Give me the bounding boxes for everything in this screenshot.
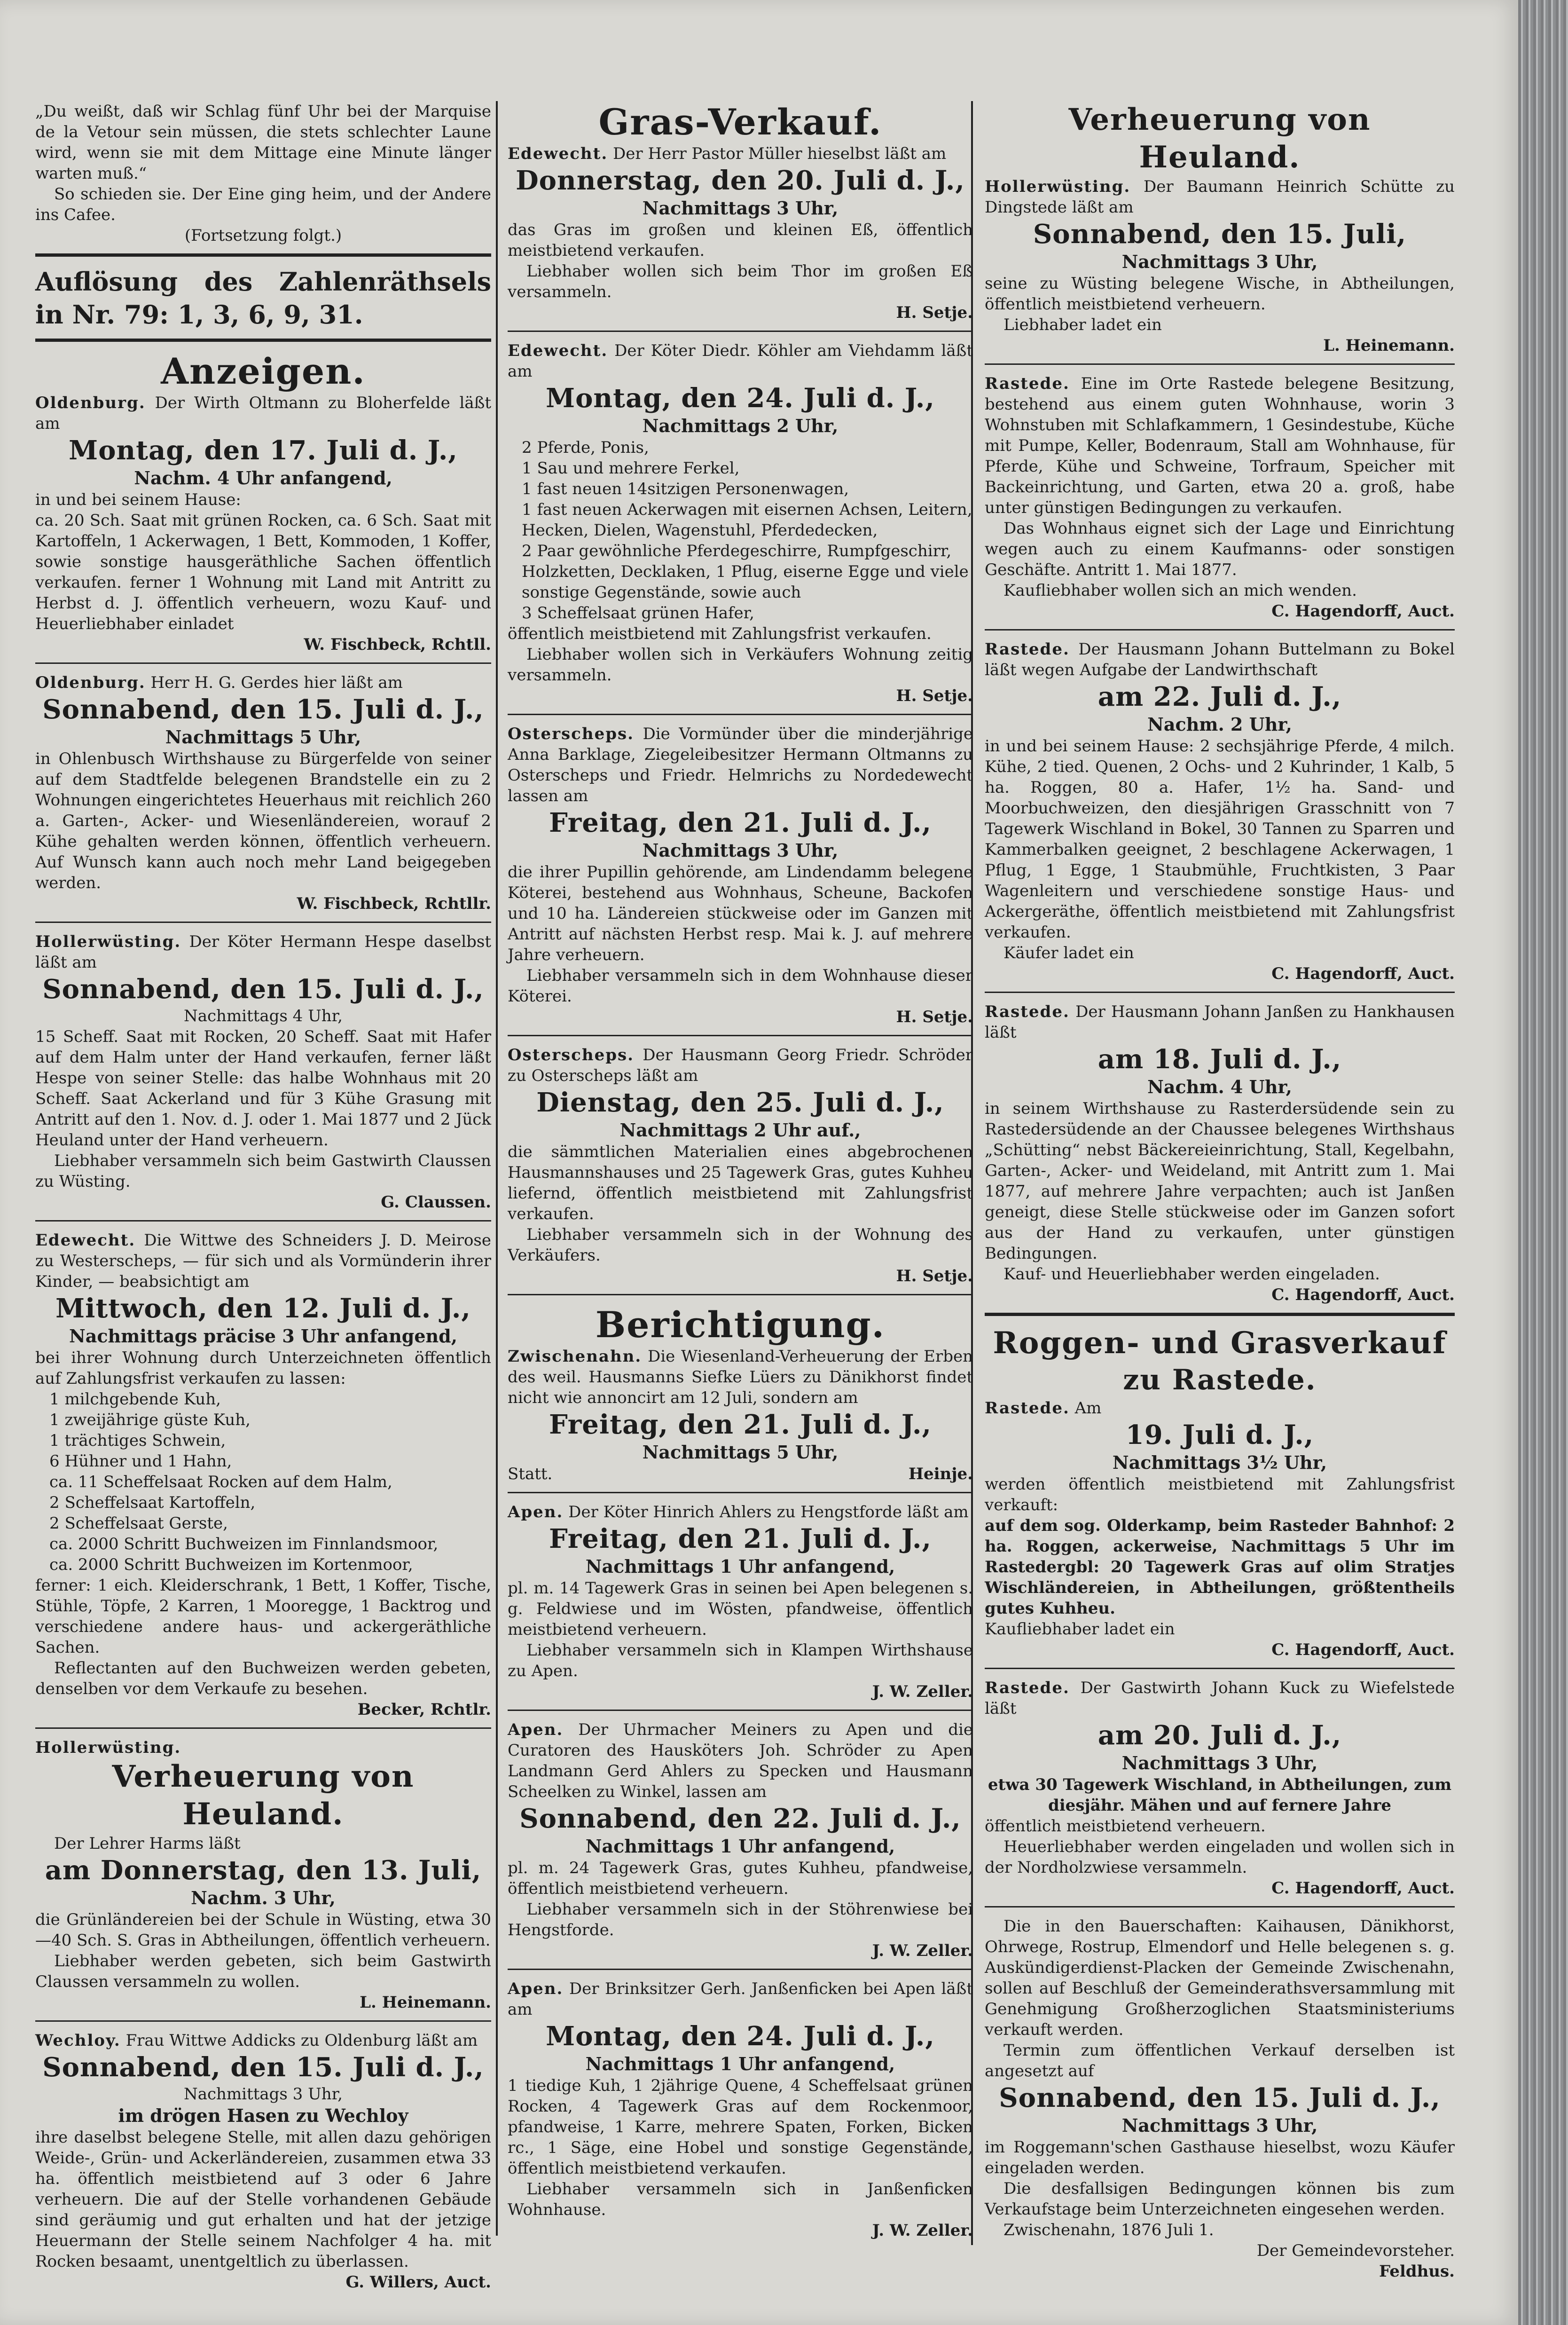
ad-signature: J. W. Zeller. — [872, 2221, 973, 2240]
ad-place: Hollerwüsting. — [985, 177, 1131, 196]
item-list — [35, 1389, 491, 1575]
ad-signature: G. Claussen. — [381, 1193, 491, 1212]
ad-text: Statt. — [508, 1465, 553, 1483]
list-item: 1 milchgebende Kuh, — [49, 1390, 221, 1409]
divider — [985, 1668, 1455, 1669]
ad-body: das Gras im großen und kleinen Eß, öffentlich meistbietend verkaufen. — [508, 221, 973, 260]
ad-signature: C. Hagendorff, Auct. — [1271, 1640, 1455, 1659]
list-item: 1 Sau und mehrere Ferkel, — [522, 459, 740, 478]
ad-body: die Grünländereien bei der Schule in Wüsting, etwa 30—40 Sch. S. Gras in Abtheilungen, öffentlich verheuern. — [35, 1910, 491, 1950]
item-list — [508, 437, 973, 623]
ad-heading: Verheuerung von Heuland. — [112, 1759, 415, 1832]
ad-time: Nachmittags 1 Uhr anfangend, — [585, 1556, 895, 1577]
ad-date: 19. Juli d. J., — [1125, 1419, 1314, 1450]
section-heading-anzeigen: Anzeigen. — [161, 350, 366, 392]
ad-heading: Verheuerung von Heuland. — [1068, 102, 1371, 175]
advertisement — [985, 373, 1455, 622]
ad-date: Dienstag, den 25. Juli d. J., — [536, 1087, 944, 1118]
ad-body: pl. m. 14 Tagewerk Gras in seinen bei Apen belegenen s. g. Feldwiese und im Wösten, pfandweise, öffentlich meistbietend verheuern. — [508, 1579, 973, 1639]
ad-signature: L. Heinemann. — [1323, 336, 1455, 355]
ad-time: Nachmittags 5 Uhr, — [642, 1442, 839, 1463]
ad-time: Nachmittags 3 Uhr, — [642, 840, 839, 861]
divider — [985, 363, 1455, 365]
advertisement — [985, 1324, 1455, 1660]
ad-text: Der Köter Diedr. Köhler am Viehdamm läßt am — [508, 341, 973, 381]
ad-place: Rastede. — [985, 374, 1070, 393]
ad-date: Sonnabend, den 15. Juli d. J., — [42, 694, 484, 725]
ad-heading: Berichtigung. — [595, 1304, 886, 1346]
ad-text: Der Köter Hermann Hespe daselbst läßt am — [35, 932, 491, 972]
ad-body: öffentlich meistbietend mit Zahlungsfrist verkaufen. — [508, 624, 932, 643]
ad-body: Heuerliebhaber werden eingeladen und wollen sich in der Nordholzwiese versammeln. — [985, 1837, 1455, 1877]
ad-date: Sonnabend, den 15. Juli, — [1033, 219, 1407, 250]
column-divider — [496, 101, 498, 2236]
ad-date: Sonnabend, den 15. Juli d. J., — [42, 2052, 484, 2083]
ad-text: Die Wittwe des Schneiders J. D. Meirose zu Westerscheps, — für sich und als Vormünderin ihrer Kinder, — beabsichtigt am — [35, 1231, 491, 1291]
riddle-solution: Auflösung des Zahlenräthsels in Nr. 79: 1, 3, 6, 9, 31. — [35, 267, 491, 330]
advertisement — [508, 1045, 973, 1286]
ad-place: Apen. — [508, 1720, 564, 1739]
ad-body: Liebhaber wollen sich beim Thor im großen Eß versammeln. — [508, 262, 973, 301]
ad-text: Der Köter Hinrich Ahlers zu Hengstforde läßt am — [568, 1503, 969, 1521]
list-item: 1 zweijährige güste Kuh, — [49, 1411, 251, 1429]
ad-place: Edewecht. — [508, 144, 608, 163]
ad-signature: J. W. Zeller. — [872, 1941, 973, 1960]
ad-time: Nachmittags 3½ Uhr, — [1112, 1452, 1327, 1473]
ad-signature: C. Hagendorff, Auct. — [1271, 1285, 1455, 1304]
list-item: ca. 2000 Schritt Buchweizen im Finnlandsmoor, — [49, 1535, 439, 1553]
story-continuation: (Fortsetzung folgt.) — [184, 226, 342, 245]
advertisement — [35, 2030, 491, 2293]
ad-body: Liebhaber versammeln sich beim Gastwirth Claussen zu Wüsting. — [35, 1151, 491, 1191]
column-1 — [35, 101, 491, 2297]
ad-body: ihre daselbst belegene Stelle, mit allen dazu gehörigen Weide-, Grün- und Ackerländereien, zusammen etwa 33 ha. öffentlich meistbietend auf 3 oder 6 Jahre verheuern. Die auf der Stelle vorhandenen Gebäude sind geräumig und gut erhalten und hat der jetzige Heuermann der Stelle seinem Nachfolger 4 ha. mit Rocken besaamt, unentgeltlich zu überlassen. — [35, 2128, 491, 2271]
divider — [508, 331, 973, 332]
ad-body: 15 Scheff. Saat mit Rocken, 20 Scheff. Saat mit Hafer auf dem Halm unter der Hand verkaufen, ferner läßt Hespe von seiner Stelle: das halbe Wohnhaus mit 20 Scheff. Saat Ackerland und für 3 Kühe Grasung mit Antritt auf den 1. Nov. d. J. oder 1. Mai 1877 und 2 Jück Heuland unter der Hand verheuern. — [35, 1027, 491, 1150]
ad-time: Nachm. 4 Uhr, — [1147, 1076, 1292, 1097]
ad-date: Montag, den 17. Juli d. J., — [69, 435, 458, 466]
divider — [508, 1710, 973, 1711]
ad-place: Rastede. — [985, 640, 1070, 659]
divider — [508, 1294, 973, 1295]
advertisement — [35, 393, 491, 655]
ad-body: Liebhaber versammeln sich in Janßenficken Wohnhause. — [508, 2180, 973, 2219]
ad-date: Sonnabend, den 22. Juli d. J., — [519, 1803, 961, 1834]
ad-signature: C. Hagendorff, Auct. — [1271, 1879, 1455, 1898]
ad-time: Nachmittags 3 Uhr, — [1121, 2115, 1318, 2136]
ad-text: bei ihrer Wohnung durch Unterzeichneten öffentlich auf Zahlungsfrist verkaufen zu lassen: — [35, 1348, 491, 1388]
list-item: 6 Hühner und 1 Hahn, — [49, 1452, 232, 1471]
ad-place: Oldenburg. — [35, 394, 146, 412]
ad-place: Rastede. — [985, 1399, 1070, 1418]
ad-body: in und bei seinem Hause: 2 sechsjährige Pferde, 4 milch. Kühe, 2 tied. Quenen, 2 Ochs- und 2 Kuhrinder, 1 Kalb, 5 ha. Roggen, 80 a. Hafer, 1½ ha. Sand- und Moorbuchweizen, den diesjährigen Grasschnitt von 7 Tagewerk Wischland in Bokel, 30 Tannen zu Sparren und Kammerbalken geeignet, 2 beschlagene Ackerwagen, 1 Pflug, 1 Egge, 1 Staubmühle, Fruchtkisten, 3 Paar Wagenleitern und verschiedene sonstige Haus- und Ackergeräthe, öffentlich meistbietend mit Zahlungsfrist verkaufen. — [985, 737, 1455, 942]
ad-body: Käufer ladet ein — [1004, 944, 1134, 962]
ad-time: Nachm. 3 Uhr, — [191, 1887, 336, 1908]
list-item: 3 Scheffelsaat grünen Hafer, — [522, 604, 754, 623]
ad-signature: Becker, Rchtlr. — [357, 1700, 491, 1719]
advertisement — [35, 1230, 491, 1720]
ad-text: Die Vormünder über die minderjährige Anna Barklage, Ziegeleibesitzer Hermann Oltmanns zu Osterscheps und Friedr. Helmrichs zu Nordedewecht lassen am — [508, 725, 973, 805]
divider — [35, 1727, 491, 1729]
ad-text: Der Hausmann Johann Buttelmann zu Bokel läßt wegen Aufgabe der Landwirthschaft — [985, 640, 1455, 679]
ad-time: Nachmittags 3 Uhr, — [1121, 251, 1318, 272]
ad-text: Der Brinksitzer Gerh. Janßenficken bei Apen läßt am — [508, 1979, 973, 2019]
advertisement — [508, 101, 973, 323]
ad-time: Nachmittags 1 Uhr anfangend, — [585, 1836, 895, 1857]
ad-place: Rastede. — [985, 1679, 1070, 1697]
ad-date: am Donnerstag, den 13. Juli, — [45, 1855, 482, 1886]
divider — [35, 1220, 491, 1222]
ad-signature: G. Willers, Auct. — [345, 2273, 491, 2292]
advertisement — [985, 639, 1455, 984]
ad-time: Nachm. 2 Uhr, — [1147, 714, 1292, 735]
column-3 — [985, 101, 1455, 2286]
ad-time: Nachmittags 2 Uhr, — [642, 415, 839, 436]
advertisement — [985, 101, 1455, 356]
ad-signature: L. Heinemann. — [360, 1993, 491, 2012]
ad-signature: W. Fischbeck, Rchtllr. — [297, 894, 491, 913]
ad-heading: Gras-Verkauf. — [598, 101, 882, 143]
advertisement — [508, 1719, 973, 1961]
ad-body: Liebhaber versammeln sich in dem Wohnhause dieser Köterei. — [508, 966, 973, 1006]
ad-text: in und bei seinem Hause: — [35, 490, 241, 509]
ad-heading: zu Rastede. — [1123, 1363, 1317, 1396]
divider — [35, 662, 491, 664]
ad-body: in seinem Wirthshause zu Rasterdersüdende sein zu Rastedersüdende an der Chaussee belegenes Wirthshaus „Schütting“ nebst Bäckereieinrichtung, Stall, Kegelbahn, Garten-, Acker- und Weideland, mit Antritt zum 1. Mai 1877, auf mehrere Jahre verpachten; auch ist Janßen geneigt, diese Stelle stückweise oder im Ganzen sofort aus der Hand zu verkaufen, unter günstigen Bedingungen. — [985, 1099, 1455, 1263]
divider — [508, 714, 973, 715]
list-item: 1 trächtiges Schwein, — [49, 1431, 226, 1450]
ad-role: Der Gemeindevorsteher. — [1256, 2241, 1455, 2260]
ad-date: Montag, den 24. Juli d. J., — [546, 383, 935, 414]
divider — [985, 629, 1455, 631]
list-item: 1 fast neuen Ackerwagen mit eisernen Achsen, Leitern, Hecken, Dielen, Wagenstuhl, Pferdedecken, — [522, 500, 972, 540]
story-paragraph: „Du weißt, daß wir Schlag fünf Uhr bei der Marquise de la Vetour sein müssen, die stets schlechter Laune wird, wenn sie mit dem Mittage eine Minute länger warten muß.“ — [35, 102, 491, 183]
ad-time: Nachmittags präcise 3 Uhr anfangend, — [69, 1325, 457, 1347]
ad-body: die sämmtlichen Materialien eines abgebrochenen Hausmannshauses und 25 Tagewerk Gras, gutes Kuhheu liefernd, öffentlich meistbietend mit Zahlungsfrist verkaufen. — [508, 1143, 973, 1223]
advertisement — [508, 1502, 973, 1702]
ad-body: etwa 30 Tagewerk Wischland, in Abtheilungen, zum diesjähr. Mähen und auf fernere Jahre — [988, 1775, 1452, 1815]
divider — [985, 1313, 1455, 1316]
ad-body: öffentlich meistbietend verheuern. — [985, 1817, 1266, 1836]
ad-time: Nachmittags 3 Uhr, — [1121, 1752, 1318, 1773]
ad-body: seine zu Wüsting belegene Wische, in Abtheilungen, öffentlich meistbietend verheuern. — [985, 274, 1455, 314]
ad-body: Reflectanten auf den Buchweizen werden gebeten, denselben vor dem Verkaufe zu besehen. — [35, 1659, 491, 1698]
ad-time: Nachmittags 2 Uhr auf., — [619, 1119, 861, 1141]
ad-place: Osterscheps. — [508, 1046, 634, 1064]
ad-text: Am — [1074, 1399, 1102, 1418]
ad-place: Oldenburg. — [35, 673, 146, 692]
ad-body: Liebhaber ladet ein — [1004, 315, 1162, 334]
ad-signature: C. Hagendorff, Auct. — [1271, 964, 1455, 983]
ad-text: Der Wirth Oltmann zu Bloherfelde läßt am — [35, 394, 491, 433]
ad-body: pl. m. 24 Tagewerk Gras, gutes Kuhheu, pfandweise, öffentlich meistbietend verheuern. — [508, 1859, 973, 1898]
ad-signature: H. Setje. — [896, 303, 973, 322]
ad-body: Die in den Bauerschaften: Kaihausen, Dänikhorst, Ohrwege, Rostrup, Elmendorf und Helle belegenen s. g. Auskündigerdienst-Placken der Gemeinde Zwischenahn, sollen auf Beschluß der Gemeinderathsversammlung mit Genehmigung Großherzoglichen Staatsministeriums verkauft werden. — [985, 1917, 1455, 2039]
advertisement — [35, 672, 491, 914]
list-item: 2 Scheffelsaat Kartoffeln, — [49, 1493, 256, 1512]
ad-date: am 18. Juli d. J., — [1098, 1044, 1342, 1075]
divider — [35, 253, 491, 257]
ad-date: am 22. Juli d. J., — [1098, 681, 1342, 712]
ad-date: Montag, den 24. Juli d. J., — [546, 2021, 935, 2052]
divider — [35, 339, 491, 342]
advertisement — [508, 1304, 973, 1484]
ad-date: Donnerstag, den 20. Juli d. J., — [516, 165, 965, 196]
divider — [985, 992, 1455, 993]
divider — [35, 2020, 491, 2022]
ad-date: Sonnabend, den 15. Juli d. J., — [999, 2082, 1441, 2113]
ad-time: Nachmittags 1 Uhr anfangend, — [585, 2053, 895, 2074]
advertisement — [508, 340, 973, 706]
ad-text: Frau Wittwe Addicks zu Oldenburg läßt am — [125, 2031, 478, 2050]
ad-text: Der Baumann Heinrich Schütte zu Dingstede läßt am — [985, 177, 1455, 217]
list-item: 2 Scheffelsaat Gerste, — [49, 1514, 228, 1533]
story-paragraph: So schieden sie. Der Eine ging heim, und der Andere ins Cafee. — [35, 185, 491, 224]
ad-place: Edewecht. — [508, 341, 608, 360]
ad-body: Liebhaber wollen sich in Verkäufers Wohnung zeitig versammeln. — [508, 645, 973, 685]
ad-text: Die Wiesenland-Verheuerung der Erben des weil. Hausmanns Siefke Lüers zu Dänikhorst findet nicht wie annoncirt am 12 Juli, sondern am — [508, 1347, 973, 1407]
ad-place: Osterscheps. — [508, 725, 634, 743]
ad-date: Freitag, den 21. Juli d. J., — [549, 807, 932, 838]
list-item: 2 Pferde, Ponis, — [522, 438, 649, 457]
divider — [508, 1035, 973, 1036]
ad-body: Kaufliebhaber ladet ein — [985, 1620, 1175, 1639]
list-item: 1 fast neuen 14sitzigen Personenwagen, — [522, 480, 849, 498]
ad-time: Nachm. 4 Uhr anfangend, — [134, 467, 392, 489]
advertisement — [985, 1678, 1455, 1899]
ad-body: 1 tiedige Kuh, 1 2jährige Quene, 4 Scheffelsaat grünen Rocken, 4 Tagewerk Gras auf dem Rockenmoor, pfandweise, 1 Karre, mehrere Spaten, Forken, Bicken rc., 1 Säge, eine Hobel und sonstige Gegenstände, öffentlich meistbietend verkaufen. — [508, 2076, 973, 2178]
story-ending — [35, 101, 491, 246]
ad-signature: H. Setje. — [896, 1008, 973, 1026]
ad-place: Hollerwüsting. — [35, 932, 181, 951]
ad-text: Der Uhrmacher Meiners zu Apen und die Curatoren des Hausköters Joh. Schröder zu Apen Landmann Gerd Ahlers zu Specken und Hausmann Scheelken zu Winkel, lassen am — [508, 1720, 973, 1801]
list-item: 2 Paar gewöhnliche Pferdegeschirre, Rumpfgeschirr, Holzketten, Decklaken, 1 Pflug, eiserne Egge und viele sonstige Gegenstände, sowie auch — [522, 542, 969, 602]
ad-text: Der Hausmann Georg Friedr. Schröder zu Osterscheps läßt am — [508, 1046, 973, 1085]
ad-date: am 20. Juli d. J., — [1098, 1720, 1342, 1751]
ad-signature: Feldhus. — [1379, 2262, 1455, 2281]
ad-place: Zwischenahn. — [508, 1347, 642, 1366]
ad-signature: H. Setje. — [896, 686, 973, 705]
ad-body: Liebhaber versammeln sich in der Stöhrenwiese bei Hengstforde. — [508, 1900, 973, 1939]
ad-body: ca. 20 Sch. Saat mit grünen Rocken, ca. 6 Sch. Saat mit Kartoffeln, 1 Ackerwagen, 1 Bett, Kommoden, 1 Koffer, sowie sonstige hausgeräthliche Sachen öffentlich verkaufen. ferner 1 Wohnung mit Land mit Antritt zu Herbst d. J. öffentlich verheuern, wozu Kauf- und Heuerliebhaber einladet — [35, 511, 491, 633]
ad-text: Der Lehrer Harms läßt — [54, 1834, 241, 1853]
divider — [35, 922, 491, 923]
ad-signature: J. W. Zeller. — [872, 1682, 973, 1701]
ad-heading: Roggen- und Grasverkauf — [993, 1325, 1447, 1361]
ad-body: werden öffentlich meistbietend mit Zahlungsfrist verkauft: — [985, 1475, 1455, 1514]
divider — [985, 1906, 1455, 1907]
ad-text: Herr H. G. Gerdes hier läßt am — [150, 673, 403, 692]
ad-date: Mittwoch, den 12. Juli d. J., — [55, 1293, 471, 1324]
advertisement — [985, 1916, 1455, 2282]
ad-body: Liebhaber versammeln sich in der Wohnung des Verkäufers. — [508, 1225, 973, 1265]
ad-place: Apen. — [508, 1979, 564, 1998]
ad-body: Die desfallsigen Bedingungen können bis zum Verkaufstage beim Unterzeichneten eingesehen werden. — [985, 2179, 1455, 2219]
ad-signature: C. Hagendorff, Auct. — [1271, 602, 1455, 621]
ad-date: Sonnabend, den 15. Juli d. J., — [42, 974, 484, 1005]
ad-location: im drögen Hasen zu Wechloy — [118, 2105, 408, 2126]
ad-signature: H. Setje. — [896, 1267, 973, 1285]
ad-text: Der Herr Pastor Müller hieselbst läßt am — [613, 144, 947, 163]
advertisement — [508, 1978, 973, 2241]
list-item: ca. 2000 Schritt Buchweizen im Kortenmoor, — [49, 1555, 413, 1574]
advertisement — [35, 1737, 491, 2013]
ad-time: Nachmittags 3 Uhr, — [183, 2085, 343, 2104]
advertisement — [985, 1001, 1455, 1305]
column-2 — [508, 101, 973, 2246]
ad-dateline: Zwischenahn, 1876 Juli 1. — [1004, 2221, 1214, 2239]
ad-date: Freitag, den 21. Juli d. J., — [549, 1523, 932, 1554]
ad-signature: Heinje. — [908, 1465, 973, 1483]
book-spine — [1518, 0, 1568, 2325]
divider — [508, 1492, 973, 1493]
ad-body: Liebhaber werden gebeten, sich beim Gastwirth Claussen versammeln zu wollen. — [35, 1952, 491, 1991]
ad-body: auf dem sog. Olderkamp, beim Rasteder Bahnhof: 2 ha. Roggen, ackerweise, Nachmittags 5 Uhr im Rastedergbl: 20 Tagewerk Gras auf olim Stratjes Wischländereien, in Abtheilungen, größtentheils gutes Kuhheu. — [985, 1516, 1455, 1618]
ad-place: Edewecht. — [35, 1231, 136, 1250]
ad-body: Das Wohnhaus eignet sich der Lage und Einrichtung wegen auch zu einem Kaufmanns- oder sonstigen Geschäfte. Antritt 1. Mai 1877. — [985, 519, 1455, 579]
ad-text: Der Gastwirth Johann Kuck zu Wiefelstede läßt — [985, 1679, 1455, 1718]
ad-body: in Ohlenbusch Wirthshause zu Bürgerfelde von seiner auf dem Stadtfelde belegenen Brandstelle ein zu 2 Wohnungen eingerichtetes Heuerhaus mit reichlich 260 a. Garten-, Acker- und Wiesenländereien, worauf 2 Kühe gehalten werden können, öffentlich verheuern. Auf Wunsch kann auch noch mehr Land beigegeben werden. — [35, 749, 491, 892]
ad-place: Rastede. — [985, 1002, 1070, 1021]
ad-place: Wechloy. — [35, 2031, 121, 2050]
list-item: ca. 11 Scheffelsaat Rocken auf dem Halm, — [49, 1473, 392, 1491]
ad-body: im Roggemann'schen Gasthause hieselbst, wozu Käufer eingeladen werden. — [985, 2138, 1455, 2177]
advertisement — [35, 931, 491, 1213]
ad-footer — [508, 1464, 973, 1484]
ad-body: ferner: 1 eich. Kleiderschrank, 1 Bett, 1 Koffer, Tische, Stühle, Töpfe, 2 Karren, 1 Mooregge, 1 Backtrog und verschiedene andere haus- und ackergeräthliche Sachen. — [35, 1576, 491, 1657]
ad-place: Hollerwüsting. — [35, 1738, 181, 1757]
ad-text: Der Hausmann Johann Janßen zu Hankhausen läßt — [985, 1002, 1455, 1042]
ad-body: Liebhaber versammeln sich in Klampen Wirthshause zu Apen. — [508, 1641, 973, 1680]
divider — [508, 1969, 973, 1970]
ad-time: Nachmittags 4 Uhr, — [183, 1007, 343, 1025]
ad-signature: W. Fischbeck, Rchtll. — [304, 635, 491, 654]
ad-body: Kaufliebhaber wollen sich an mich wenden. — [1004, 581, 1357, 600]
ad-body: Termin zum öffentlichen Verkauf derselben ist angesetzt auf — [985, 2041, 1455, 2081]
ad-time: Nachmittags 5 Uhr, — [165, 726, 361, 748]
ad-place: Apen. — [508, 1503, 564, 1521]
ad-body: die ihrer Pupillin gehörende, am Lindendamm belegene Köterei, bestehend aus Wohnhaus, Scheune, Backofen und 10 ha. Ländereien stückweise oder im Ganzen mit Antritt auf nächsten Herbst resp. Mai k. J. auf mehrere Jahre verheuern. — [508, 863, 973, 964]
advertisement — [508, 724, 973, 1027]
ad-time: Nachmittags 3 Uhr, — [642, 197, 839, 219]
ad-body: Eine im Orte Rastede belegene Besitzung, bestehend aus einem guten Wohnhause, worin 3 Wohnstuben mit Schlafkammern, 1 Gesindestube, Küche mit Pumpe, Keller, Bodenraum, Stall am Wohnhause, für Pferde, Kühe und Schweine, Torfraum, Speicher mit Backeinrichtung, und Garten, etwa 20 a. groß, habe unter günstigen Bedingungen zu verkaufen. — [985, 374, 1455, 517]
ad-body: Kauf- und Heuerliebhaber werden eingeladen. — [1004, 1265, 1380, 1284]
ad-date: Freitag, den 21. Juli d. J., — [549, 1409, 932, 1440]
